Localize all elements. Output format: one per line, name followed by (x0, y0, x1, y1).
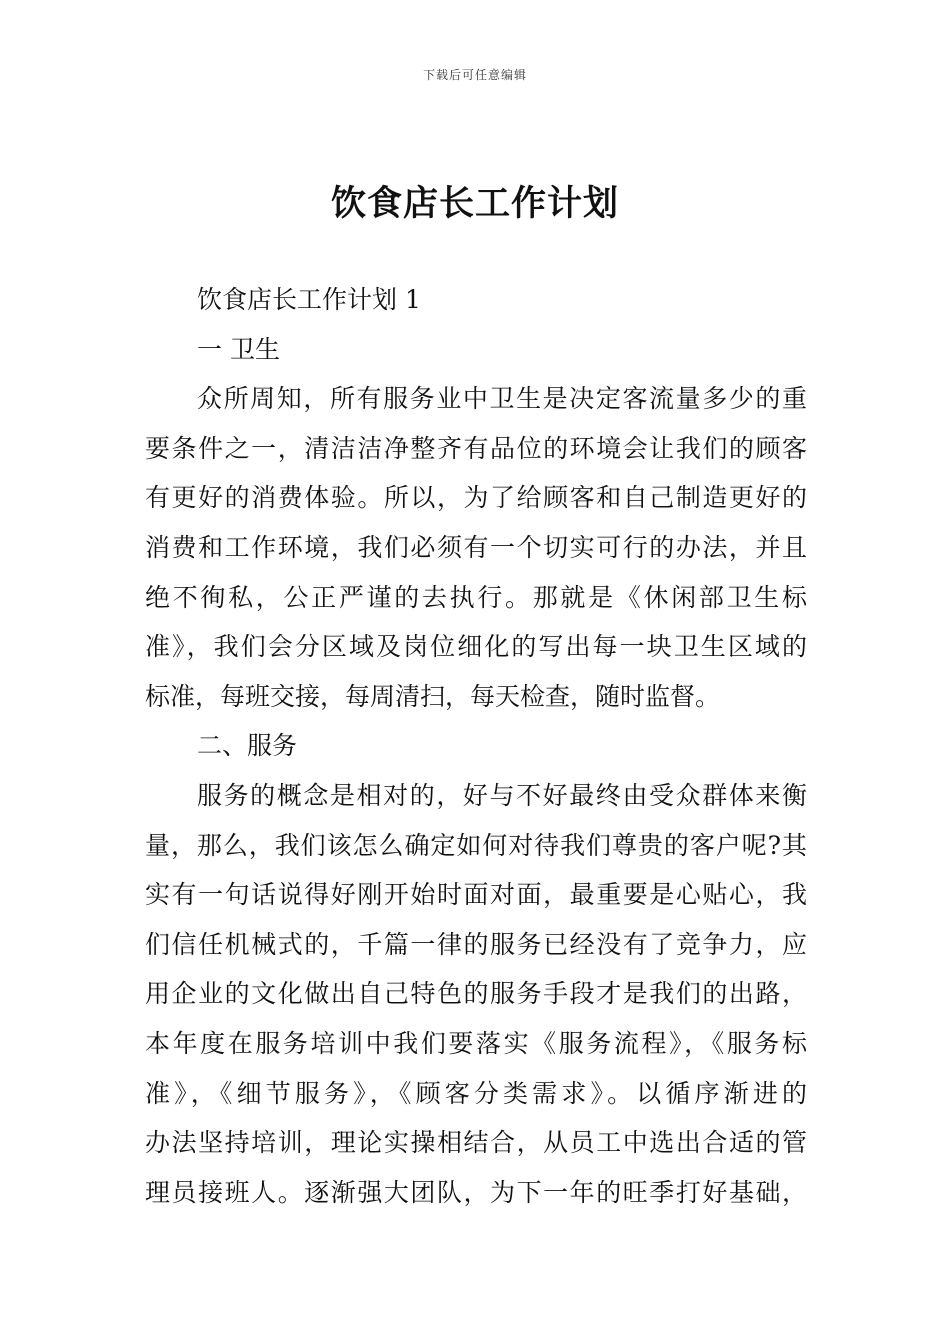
paragraph-line: 本年度在服务培训中我们要落实《服务流程》，《服务标 (145, 1028, 807, 1058)
paragraph-line: 绝不徇私，公正严谨的去执行。那就是《休闲部卫生标 (145, 582, 807, 612)
paragraph-line: 用企业的文化做出自己特色的服务手段才是我们的出路， (145, 979, 807, 1009)
paragraph-line: 众所周知，所有服务业中卫生是决定客流量多少的重 (197, 384, 807, 414)
paragraph-line: 准》，《细节服务》，《顾客分类需求》。以循序渐进的 (145, 1078, 807, 1108)
paragraph-line: 理员接班人。逐渐强大团队，为下一年的旺季打好基础， (145, 1177, 807, 1207)
paragraph-line: 消费和工作环境，我们必须有一个切实可行的办法，并且 (145, 532, 807, 562)
paragraph-line: 实有一句话说得好刚开始时面对面，最重要是心贴心，我 (145, 880, 807, 910)
paragraph-line: 准》，我们会分区域及岗位细化的写出每一块卫生区域的 (145, 632, 807, 662)
paragraph-line: 办法坚持培训，理论实操相结合，从员工中选出合适的管 (145, 1128, 807, 1158)
paragraph-line: 量，那么，我们该怎么确定如何对待我们尊贵的客户呢?其 (145, 830, 807, 860)
paragraph-line: 要条件之一，清洁洁净整齐有品位的环境会让我们的顾客 (145, 433, 807, 463)
document-body (145, 275, 807, 1217)
paragraph-line: 有更好的消费体验。所以，为了给顾客和自己制造更好的 (145, 483, 807, 513)
document-title: 饮食店长工作计划 (330, 184, 619, 224)
paragraph-line: 标准，每班交接，每周清扫，每天检查，随时监督。 (145, 681, 721, 711)
section-heading-plan-1: 饮食店长工作计划 1 (197, 285, 421, 314)
section-heading-hygiene: 一 卫生 (197, 334, 280, 364)
paragraph-line: 们信任机械式的，千篇一律的服务已经没有了竞争力，应 (145, 929, 807, 959)
header-note: 下载后可任意编辑 (422, 68, 527, 82)
paragraph-line: 服务的概念是相对的，好与不好最终由受众群体来衡 (197, 780, 807, 810)
section-heading-service: 二、服务 (197, 731, 298, 761)
